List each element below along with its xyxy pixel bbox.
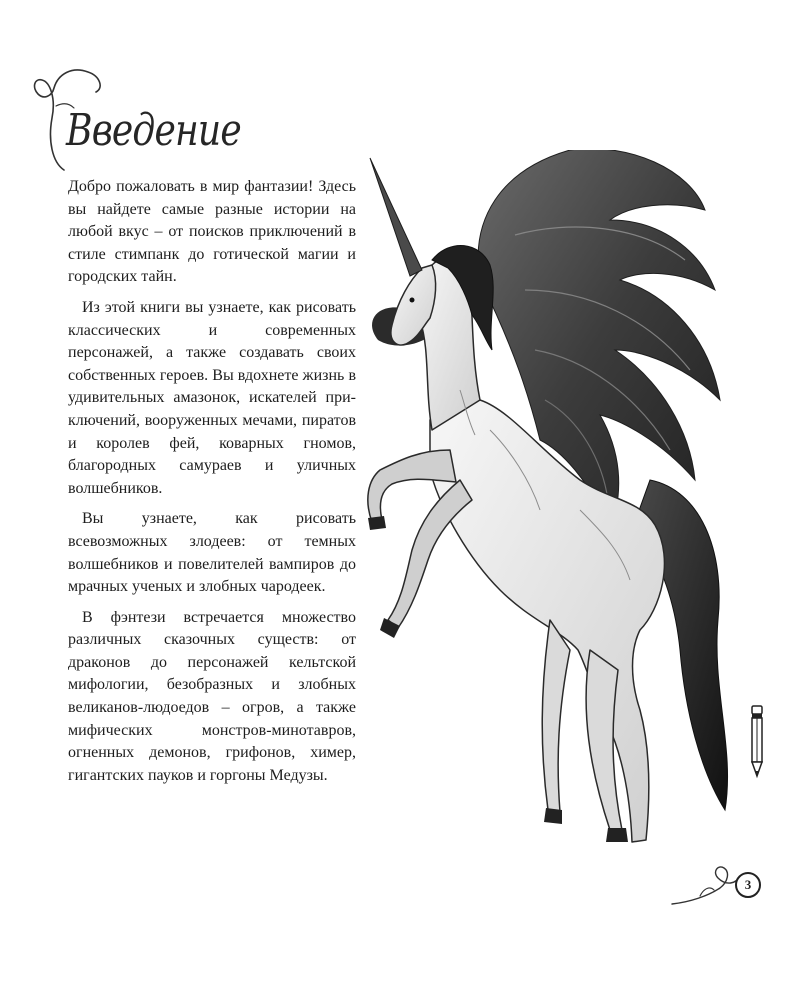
paragraph: Из этой книги вы узнаете, как рисовать классических и современных персонажей, а также создавать своих собственных героев. Вы вдохнете жизнь в удивительных амазонок, искателей приключений, вооруженных мечами, пиратов и королев фей, коварных гномов, благородных самураев и уличных волшебников. — [68, 298, 356, 497]
page-title: Введение — [66, 105, 241, 156]
winged-unicorn-illustration — [340, 150, 740, 870]
paragraph: Добро пожаловать в мир фантазии! Здесь вы найдете самые разные истории на любой вкус – от поисков приключений в стиле стимпанк до готической магии и городских тайн. — [68, 178, 356, 286]
horn — [370, 158, 422, 276]
eye — [410, 298, 415, 303]
pencil-icon — [748, 704, 766, 780]
paragraph: В фэнтези встречается множество различных сказочных существ: от драконов до персонажей кельтской мифологии, безобразных и злобных великанов-людоедов – огров, а также мифических монстров-минотавров, огненных демонов, грифонов, химер, гигантских пауков и горгоны Медузы. — [68, 608, 356, 784]
hoof — [544, 808, 562, 824]
intro-text — [68, 176, 356, 795]
hoof — [368, 516, 386, 530]
page-number: 3 — [735, 872, 761, 898]
hoof — [606, 828, 628, 842]
paragraph: Вы узнаете, как рисовать всевозможных злодеев: от темных волшебников и повелителей вампиров до мрачных ученых и злобных чародеек. — [68, 510, 356, 596]
